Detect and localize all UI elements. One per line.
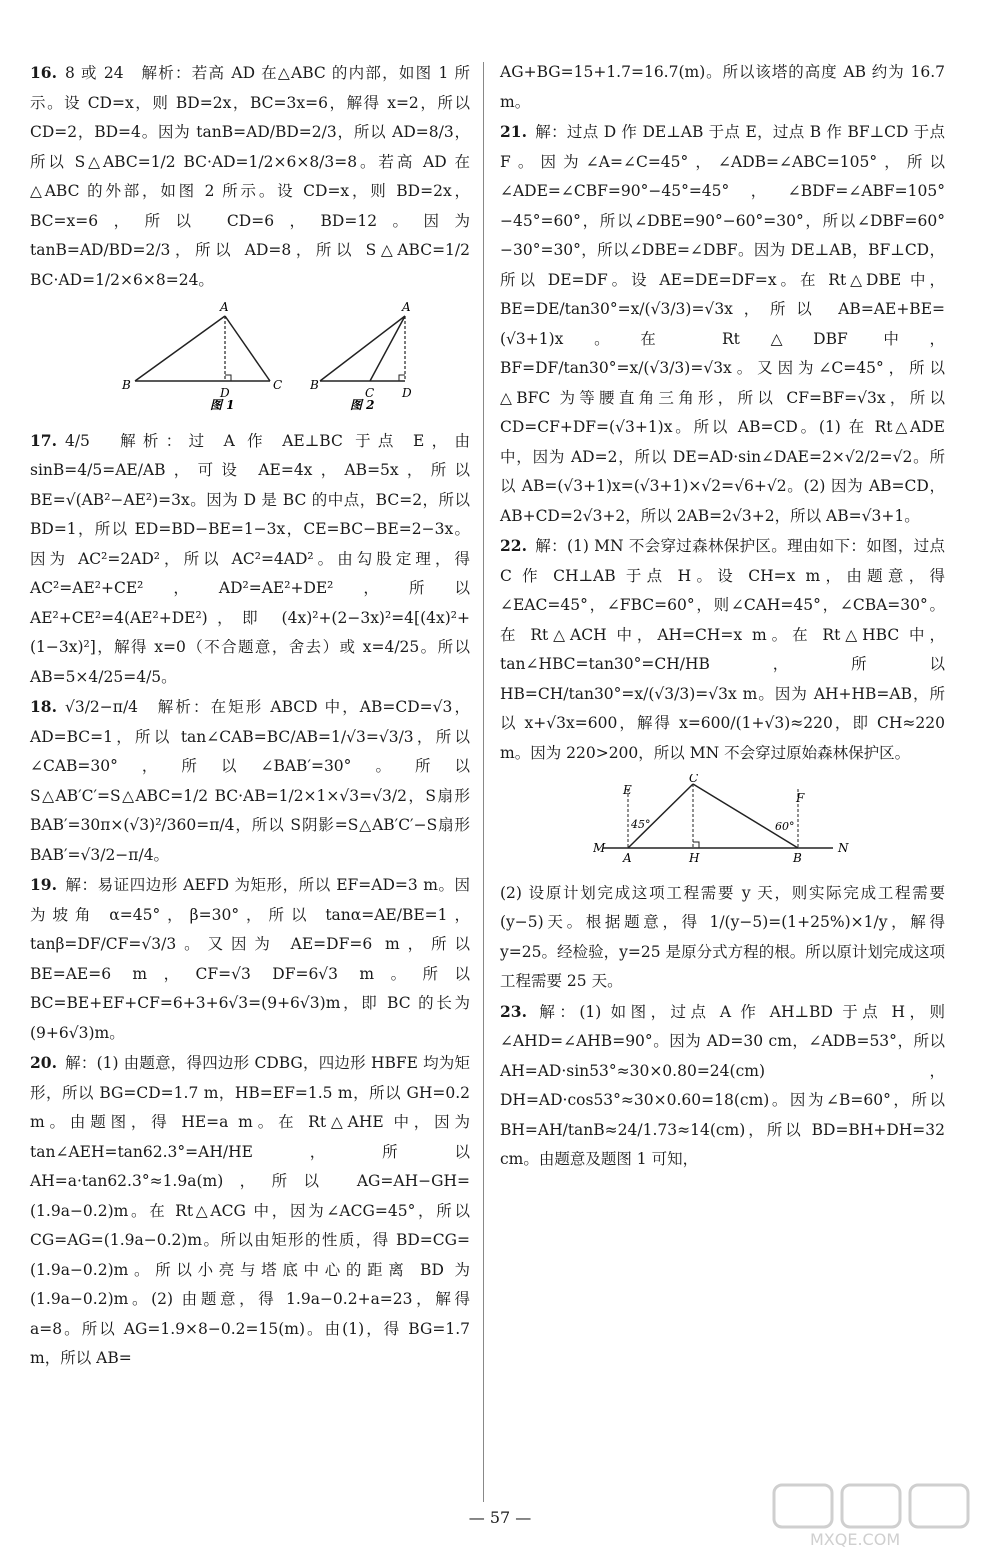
fig22-label-e: E <box>622 783 632 797</box>
column-divider <box>483 62 484 1502</box>
problem-21: 21. 解：过点 D 作 DE⊥AB 于点 E，过点 B 作 BF⊥CD 于点 F。因为∠A=∠C=45°，∠ADB=∠ABC=105°，所以∠ADE=∠CBF=90°−45°=45°，∠BDF=∠ABF=105°−45°=60°，所以∠DBE=90°−60°=30°，所以∠DBF=60°−30°=30°，所以∠DBE=∠DBF。因为 DE⊥AB，BF⊥CD，所以 DE=DF。设 AE=DE=DF=x。在 Rt△DBE 中，BE=DE/tan30°=x/(√3/3)=√3x，所以 AB=AE+BE=(√3+1)x。在 Rt△DBF 中，BF=DF/tan30°=x/(√3/3)=√3x。又因为∠C=45°，所以△BFC 为等腰直角三角形，所以 CF=BF=√3x，所以 CD=CF+DF=(√3+1)x。所以 AB=CD。(1) 在 Rt△ADE 中，因为 AD=2，所以 DE=AD·sin∠DAE=2×√2/2=√2。所以 AB=(√3+1)x=(√3+1)×√2=√6+√2。(2) 因为 AB=CD，AB+CD=2√3+2，所以 2AB=2√3+2，所以 AB=√3+1。 <box>500 122 945 525</box>
fig22-label-n: N <box>837 841 848 855</box>
problem-23: 23. 解：(1) 如图，过点 A 作 AH⊥BD 于点 H，则∠AHD=∠AHB=90°。因为 AD=30 cm，∠ADB=53°，所以 AH=AD·sin53°≈30×0.80=24(cm)，DH=AD·cos53°≈30×0.60=18(cm)。因为∠B=60°，所以 BH=AH/tanB≈24/1.73≈14(cm)，所以 BD=BH+DH=32 cm。由题意及题图 1 可知， <box>500 1001 945 1168</box>
fig22-label-c: C <box>688 774 698 785</box>
fig2-caption: 图 2 <box>349 398 375 411</box>
fig22-label-b: B <box>792 851 802 864</box>
figure-1 <box>121 301 282 411</box>
problem-20-continued: AG+BG=15+1.7=16.7(m)。所以该塔的高度 AB 约为 16.7 m。 <box>500 63 945 111</box>
fig2-label-d: D <box>401 386 412 400</box>
problem-20: 20. 解：(1) 由题意，得四边形 CDBG，四边形 HBFE 均为矩形，所以 BG=CD=1.7 m，HB=EF=1.5 m，所以 GH=0.2 m。由题图，得 HE=a m。在 Rt△AHE 中，因为 tan∠AEH=tan62.3°=AH/HE，所以 AH=a·tan62.3°≈1.9a(m)，所以 AG=AH−GH=(1.9a−0.2)m。在 Rt△ACG 中，因为∠ACG=45°，所以 CG=AG=(1.9a−0.2)m。所以由矩形的性质，得 BD=CG=(1.9a−0.2)m。所以小亮与塔底中心的距离 BD 为(1.9a−0.2)m。(2) 由题意，得 1.9a−0.2+a=23，解得 a=8。所以 AG=1.9×8−0.2=15(m)。由(1)，得 BG=1.7 m，所以 AB= <box>30 1053 470 1367</box>
fig2-label-a: A <box>401 301 411 314</box>
problem-17: 17. 4/5 解析：过 A 作 AE⊥BC 于点 E，由 sinB=4/5=AE/AB，可设 AE=4x，AB=5x，所以 BE=√(AB²−AE²)=3x。因为 D 是 BC 的中点，BC=2，所以 BD=1，所以 ED=BD−BE=1−3x，CE=BC−BE=2−3x。因为 AC²=2AD²，所以 AC²=4AD²。由勾股定理，得 AC²=AE²+CE²，AD²=AE²+DE²，所以 AE²+CE²=4(AE²+DE²)，即 (4x)²+(2−3x)²=4[(4x)²+(1−3x)²]，解得 x=0（不合题意，舍去）或 x=4/25。所以 AB=5×4/25=4/5。 <box>30 430 470 686</box>
fig1-label-b: B <box>122 378 131 392</box>
fig22-label-m: M <box>592 841 605 855</box>
fig1-label-d: D <box>220 386 230 400</box>
fig1-caption: 图 1 <box>210 398 235 411</box>
watermark-logo <box>770 1481 980 1551</box>
figure-22 <box>500 774 945 875</box>
problem-22-part2: (2) 设原计划完成这项工程需要 y 天，则实际完成工程需要(y−5)天。根据题意，得 1/(y−5)=(1+25%)×1/y，解得 y=25。经检验，y=25 是原分式方程的根。所以原计划完成这项工程需要 25 天。 <box>500 883 945 990</box>
svg-text:MXQE.COM: MXQE.COM <box>810 1530 901 1549</box>
fig2-label-b: B <box>309 378 319 392</box>
right-column <box>500 58 945 1175</box>
fig1-label-a: A <box>220 301 229 314</box>
fig22-angle-60: 60° <box>774 820 794 833</box>
figure-2 <box>310 301 412 411</box>
figure-16 <box>30 301 470 422</box>
fig22-angle-45: 45° <box>630 818 650 831</box>
fig22-label-a: A <box>622 851 632 864</box>
fig2-label-c: C <box>364 386 375 400</box>
problem-18: 18. √3/2−π/4 解析：在矩形 ABCD 中，AB=CD=√3，AD=BC=1，所以 tan∠CAB=BC/AB=1/√3=√3/3，所以∠CAB=30°，所以∠BAB′=30°。所以 S△AB′C′=S△ABC=1/2 BC·AB=1/2×1×√3=√3/2，S扇形BAB′=30π×(√3)²/360=π/4，所以 S阴影=S△AB′C′−S扇形BAB′=√3/2−π/4。 <box>30 697 470 864</box>
fig22-label-f: F <box>795 791 804 805</box>
fig1-label-c: C <box>273 378 283 392</box>
left-column <box>30 58 470 1374</box>
page-number: — 57 — <box>468 1508 532 1527</box>
fig22-label-h: H <box>688 851 699 864</box>
problem-19: 19. 解：易证四边形 AEFD 为矩形，所以 EF=AD=3 m。因为坡角 α=45°，β=30°，所以 tanα=AE/BE=1，tanβ=DF/CF=√3/3。又因为 AE=DF=6 m，所以 BE=AE=6 m，CF=√3 DF=6√3 m。所以 BC=BE+EF+CF=6+3+6√3=(9+6√3)m，即 BC 的长为(9+6√3)m。 <box>30 875 470 1042</box>
problem-22: 22. 解：(1) MN 不会穿过森林保护区。理由如下：如图，过点 C 作 CH⊥AB 于点 H。设 CH=x m，由题意，得∠EAC=45°，∠FBC=60°，则∠CAH=45°，∠CBA=30°。在 Rt△ACH 中，AH=CH=x m。在 Rt△HBC 中，tan∠HBC=tan30°=CH/HB，所以 HB=CH/tan30°=x/(√3/3)=√3x m。因为 AH+HB=AB，所以 x+√3x=600，解得 x=600/(1+√3)≈220，即 CH≈220 m。因为 220>200，所以 MN 不会穿过原始森林保护区。 <box>500 536 945 762</box>
problem-16: 16. 8 或 24 解析：若高 AD 在△ABC 的内部，如图 1 所示。设 CD=x，则 BD=2x，BC=3x=6，解得 x=2，所以 CD=2，BD=4。因为 tanB=AD/BD=2/3，所以 AD=8/3，所以 S△ABC=1/2 BC·AD=1/2×6×8/3=8。若高 AD 在△ABC 的外部，如图 2 所示。设 CD=x，则 BD=2x，BC=x=6，所以 CD=6，BD=12。因为 tanB=AD/BD=2/3，所以 AD=8，所以 S△ABC=1/2 BC·AD=1/2×6×8=24。 <box>30 63 470 289</box>
